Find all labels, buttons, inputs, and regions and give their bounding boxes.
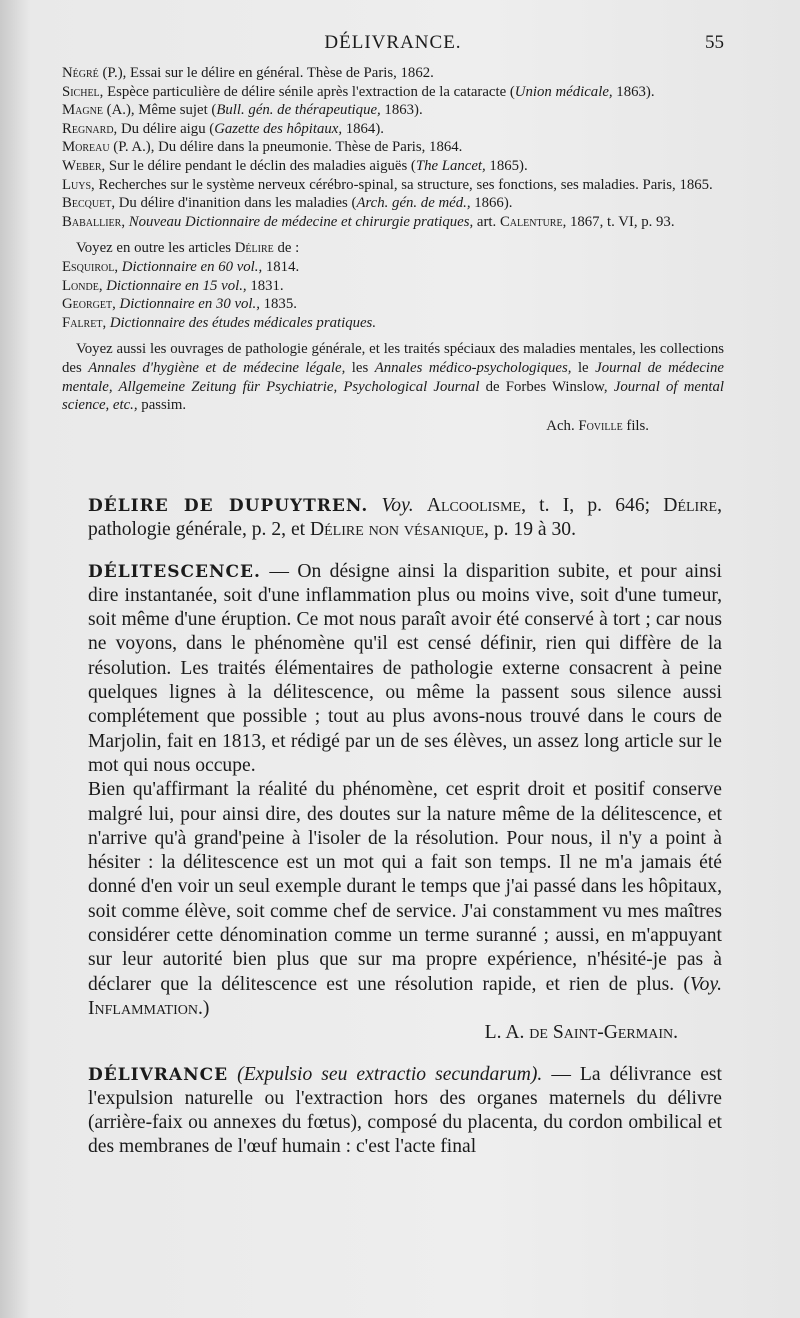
bib-author: Weber bbox=[62, 157, 102, 174]
also-paragraph: Voyez aussi les ouvrages de pathologie générale, et les traités spéciaux des maladies mentales, les collections des Annales d'hygiène et de médecine légale, les Annales médico-psychologiques, le Journal de médecine mentale, Allgemeine Zeitung für Psychiatrie, Psychological Journal de Forbes Winslow, Journal of mental science, etc., passim. bbox=[62, 341, 724, 414]
headword: DÉLIVRANCE bbox=[88, 1064, 229, 1085]
main-text bbox=[88, 494, 722, 1160]
bib-entry: Weber, Sur le délire pendant le déclin des maladies aiguës (The Lancet, 1865). bbox=[62, 157, 528, 174]
spacer bbox=[62, 231, 724, 239]
bib-entry: Magne (A.), Même sujet (Bull. gén. de thérapeutique, 1863). bbox=[62, 102, 423, 119]
author-signature: Ach. Foville fils. bbox=[546, 417, 649, 434]
running-title: DÉLIVRANCE. bbox=[324, 32, 462, 53]
entry-dupuytren: DÉLIRE DE DUPUYTREN. Voy. Alcoolisme, t. I, p. 646; Délire, pathologie générale, p. 2, et Délire non vésanique, p. 19 à 30. bbox=[88, 495, 723, 541]
bib-entry: Luys, Recherches sur le système nerveux cérébro-spinal, sa structure, ses fonctions, ses maladies. Paris, 1865. bbox=[62, 176, 713, 193]
spacer bbox=[88, 1046, 722, 1063]
bib-entry: Sichel, Espèce particulière de délire sénile après l'extraction de la cataracte (Union médicale, 1863). bbox=[62, 83, 655, 100]
bib-entry: Regnard, Du délire aigu (Gazette des hôpitaux, 1864). bbox=[62, 120, 384, 137]
bib-author: Négré bbox=[62, 65, 99, 81]
headword: DÉLITESCENCE. bbox=[88, 561, 261, 582]
bib-entry: Moreau (P. A.), Du délire dans la pneumonie. Thèse de Paris, 1864. bbox=[62, 139, 463, 156]
bib-entry: Négré (P.), Essai sur le délire en général. Thèse de Paris, 1862. bbox=[62, 65, 434, 81]
bib-author: Sichel bbox=[62, 83, 100, 100]
bib-author: Luys bbox=[62, 176, 92, 193]
entry-delitescence: DÉLITESCENCE. — On désigne ainsi la disparition subite, et pour ainsi dire instantanée, soit d'une inflammation plus ou moins vive, soit d'une tumeur, soit même d'une éruption. Ce mot nous paraît avoir été conservé à tort ; car nous ne voyons, dans le phénomène qu'il est censé définir, rien qui diffère de la résolution. Les traités élémentaires de pathologie externe consacrent à peine quelques lignes à la délitescence, ou même la passent sous silence aussi complétement que possible ; tout au plus avons-nous trouvé dans le cours de Marjolin, fait en 1813, et rédigé par un de ses élèves, un assez long article sur le mot qui nous occupe. bbox=[88, 560, 722, 776]
author-signature: L. A. de Saint-Germain. bbox=[484, 1022, 678, 1044]
bib-author: Baballier bbox=[62, 213, 122, 230]
bibliography bbox=[62, 64, 724, 435]
bib-author: Regnard bbox=[62, 120, 114, 137]
paragraph: Bien qu'affirmant la réalité du phénomène, cet esprit droit et positif conserve malgré lui, pour ainsi dire, des doutes sur la nature même de la délitescence, et n'arrive qu'à grand'peine à l'isoler de la résolution. Pour nous, il n'y a point à hésiter : la délitescence est un mot qui a fait son temps. Il ne m'a jamais été donné d'en voir un seul exemple durant le temps que j'ai passé dans les hôpitaux, soit comme élève, soit comme chef de service. J'ai constamment vu mes maîtres considérer cette dénomination comme un terme suranné ; aussi, en m'appuyant sur leur autorité bien plus que sur ma propre expérience, n'hésité-je pas à déclarer que la délitescence est une résolution rapide, et rien de plus. (Voy. Inflammation.) bbox=[88, 779, 722, 1019]
spacer bbox=[62, 332, 724, 340]
see-also-item: Falret, Dictionnaire des études médicales pratiques. bbox=[62, 314, 377, 331]
page-number: 55 bbox=[705, 32, 724, 53]
spacer bbox=[88, 543, 722, 560]
bib-entry: Baballier, Nouveau Dictionnaire de médecine et chirurgie pratiques, art. Calenture, 1867, t. VI, p. 93. bbox=[62, 213, 675, 230]
bib-entry: Becquet, Du délire d'inanition dans les maladies (Arch. gén. de méd., 1866). bbox=[62, 195, 513, 212]
see-also-item: Londe, Dictionnaire en 15 vol., 1831. bbox=[62, 277, 284, 294]
page-header bbox=[62, 32, 724, 56]
bib-author: Becquet bbox=[62, 195, 112, 212]
bib-author: Moreau bbox=[62, 139, 110, 156]
entry-delivrance: DÉLIVRANCE (Expulsio seu extractio secundarum). — La délivrance est l'expulsion naturelle ou l'extraction hors des organes maternels du délivre (arrière-faix ou annexes du fœtus), composé du placenta, du cordon ombilical et des membranes de l'œuf humain : c'est l'acte final bbox=[88, 1063, 722, 1158]
headword: DÉLIRE DE DUPUYTREN. bbox=[88, 496, 369, 516]
see-also-intro: Voyez en outre les articles Délire de : bbox=[76, 240, 300, 257]
see-also-item: Georget, Dictionnaire en 30 vol., 1835. bbox=[62, 296, 297, 313]
bib-author: Magne bbox=[62, 102, 103, 119]
see-also-item: Esquirol, Dictionnaire en 60 vol., 1814. bbox=[62, 258, 300, 275]
